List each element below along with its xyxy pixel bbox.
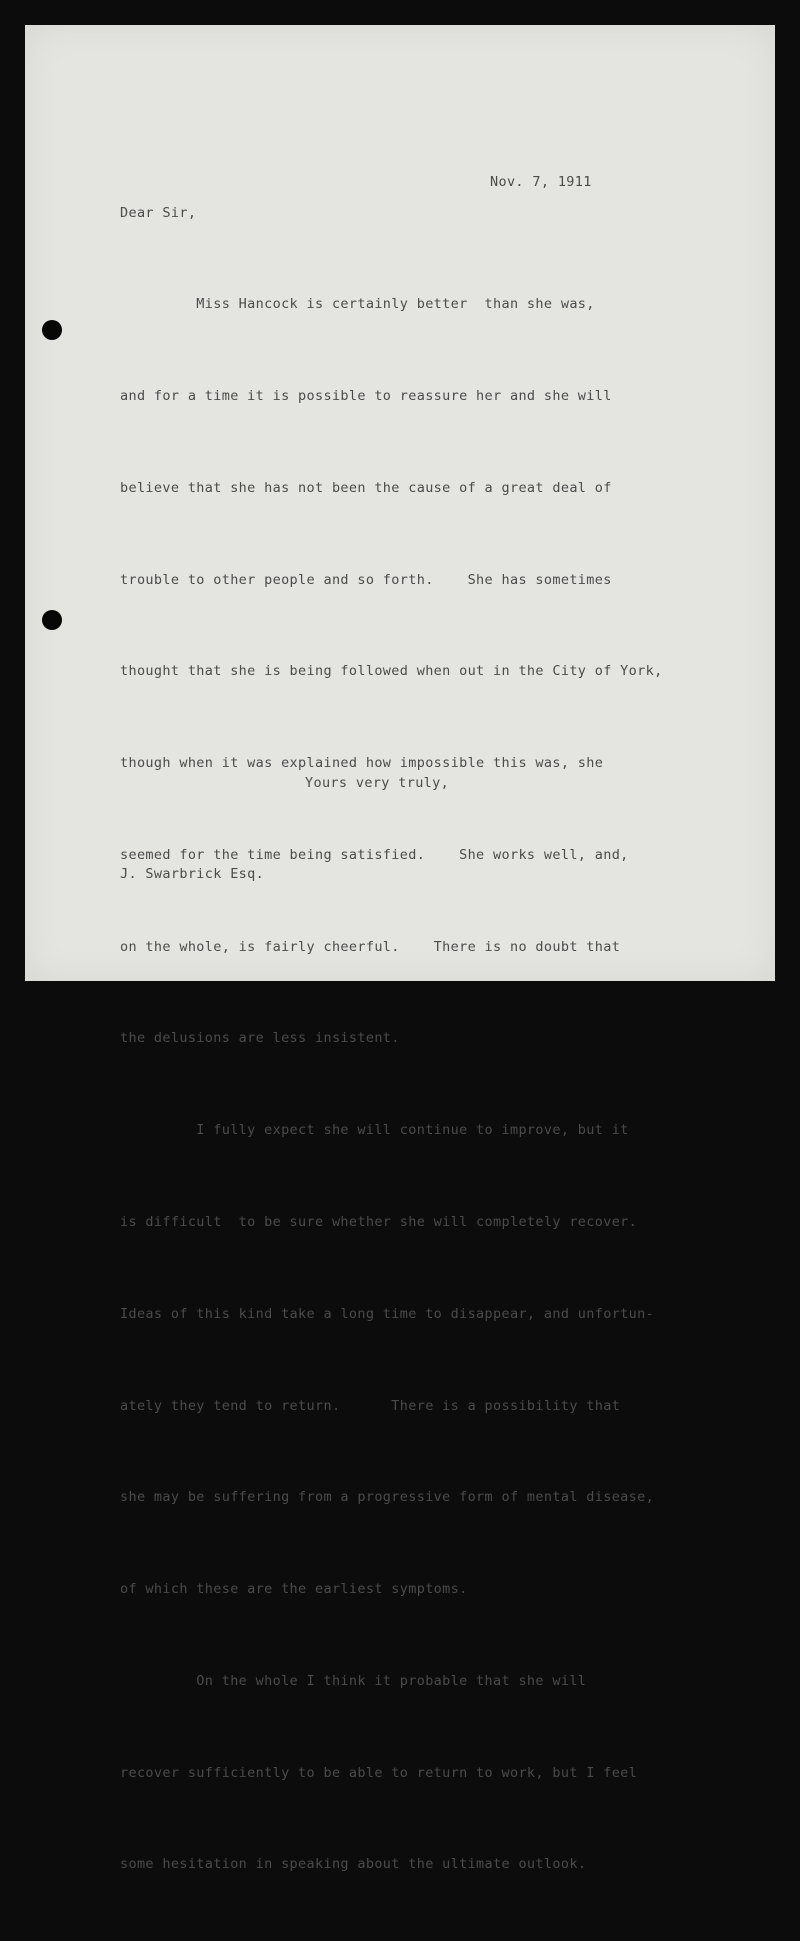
body-line: Ideas of this kind take a long time to disappear, and unfortun- bbox=[120, 1305, 655, 1322]
body-line: is difficult to be sure whether she will completely recover. bbox=[120, 1214, 638, 1230]
body-line: believe that she has not been the cause of a great deal of bbox=[120, 479, 612, 496]
body-line: Miss Hancock is certainly better than she was, bbox=[120, 296, 595, 313]
body-line: On the whole I think it probable that she will bbox=[120, 1672, 587, 1689]
punch-hole-bottom bbox=[42, 610, 62, 630]
body-line: she may be suffering from a progressive form of mental disease, bbox=[120, 1489, 655, 1506]
letter-body bbox=[120, 228, 663, 1941]
body-line: trouble to other people and so forth. She has sometimes bbox=[120, 571, 612, 588]
letter-page bbox=[25, 25, 775, 1873]
body-line: of which these are the earliest symptoms. bbox=[120, 1581, 468, 1598]
body-line: recover sufficiently to be able to return to work, but I feel bbox=[120, 1764, 638, 1781]
punch-hole-top bbox=[42, 320, 62, 340]
letter-addressee: J. Swarbrick Esq. bbox=[120, 866, 265, 882]
body-line: I fully expect she will continue to improve, but it bbox=[120, 1122, 629, 1139]
body-line: seemed for the time being satisfied. She works well, and, bbox=[120, 846, 629, 863]
body-line: and for a time it is possible to reassure her and she will bbox=[120, 387, 612, 404]
body-line: thought that she is being followed when out in the City of York, bbox=[120, 663, 663, 680]
body-line: ately they tend to return. There is a possibility that bbox=[120, 1397, 621, 1414]
body-line: on the whole, is fairly cheerful. There is no doubt that bbox=[120, 938, 621, 955]
letter-date: Nov. 7, 1911 bbox=[490, 174, 592, 190]
body-line: some hesitation in speaking about the ultimate outlook. bbox=[120, 1856, 587, 1873]
body-line: the delusions are less insistent. bbox=[120, 1030, 400, 1047]
letter-closing: Yours very truly, bbox=[305, 775, 450, 791]
body-line: though when it was explained how impossible this was, she bbox=[120, 755, 604, 772]
letter-salutation: Dear Sir, bbox=[120, 205, 197, 221]
